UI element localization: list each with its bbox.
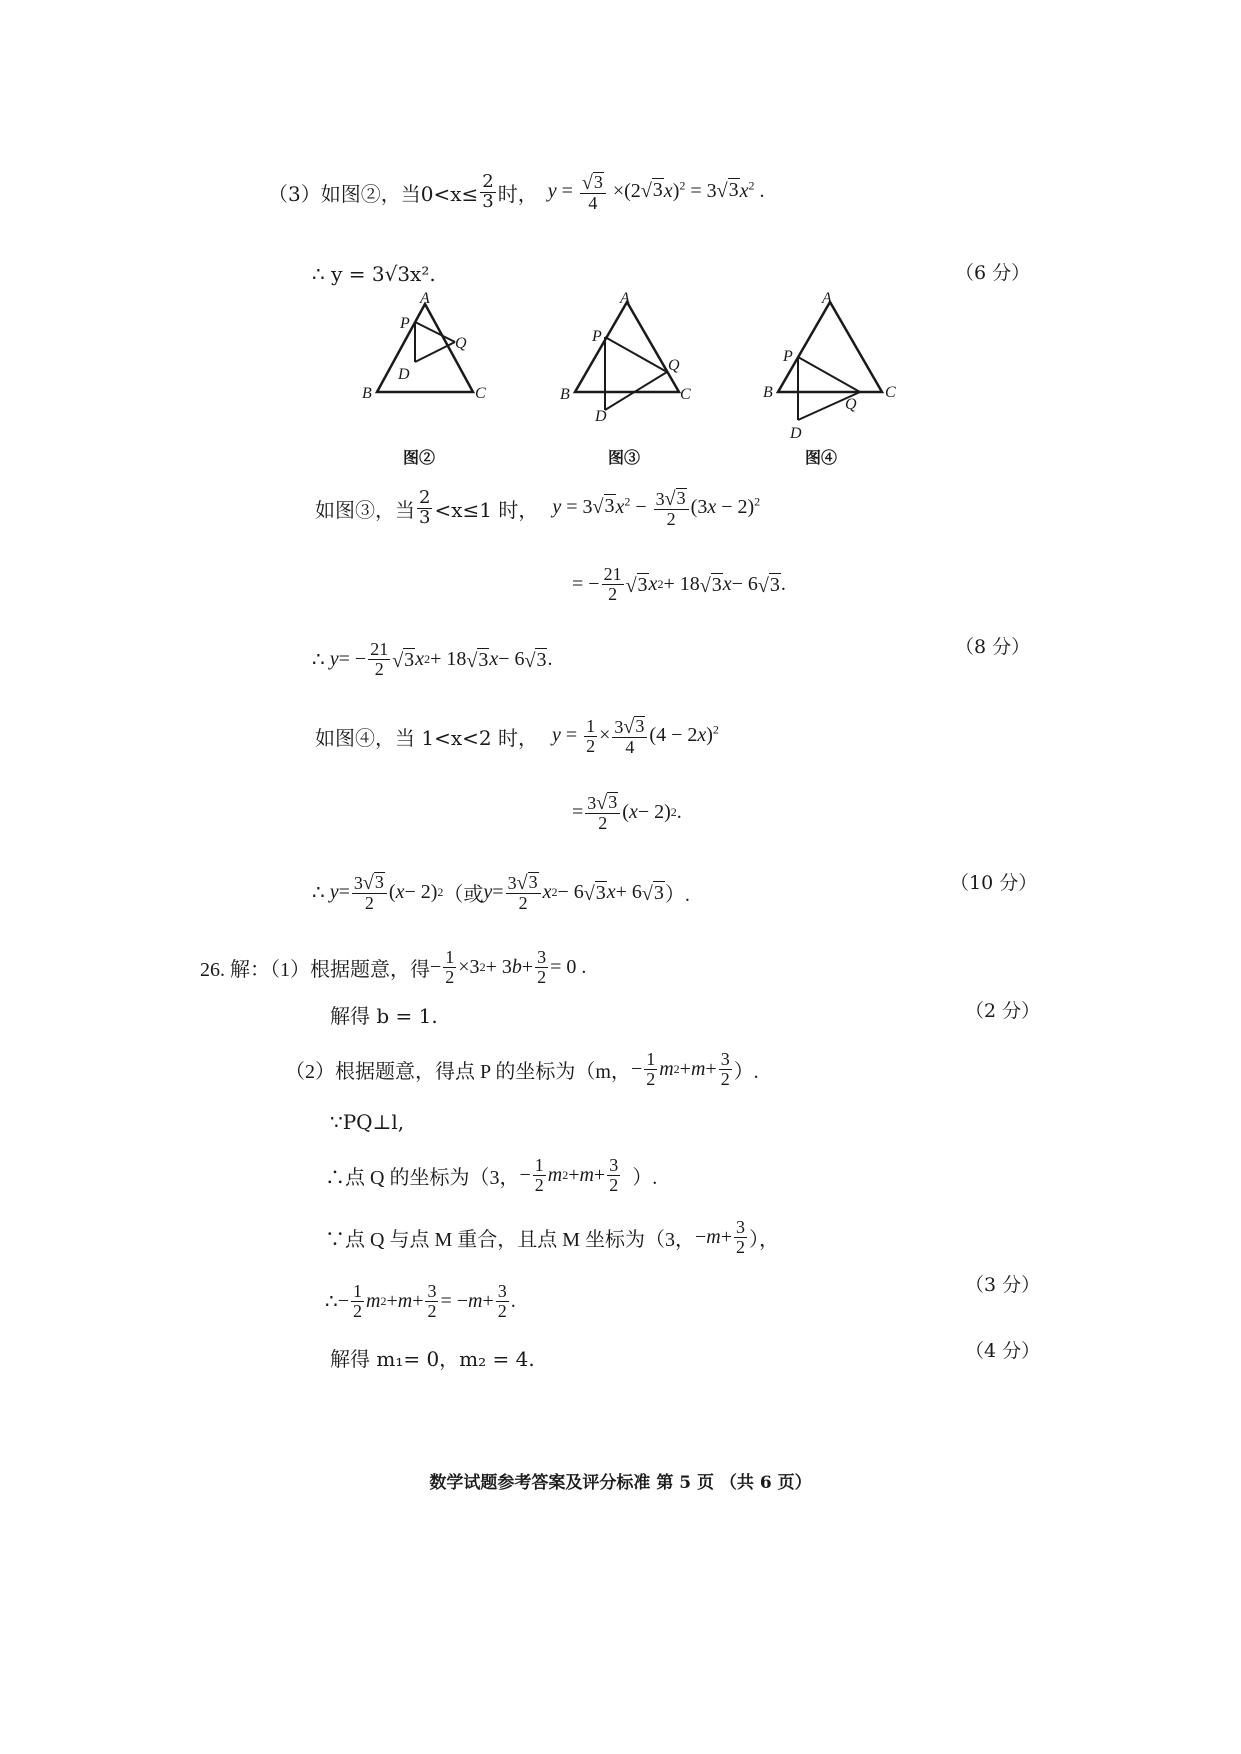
q26-solve-m: 解得 m₁= 0，m₂ = 4. (330, 1347, 535, 1371)
fig2-caption: 图② (403, 448, 436, 467)
score-2: （2 分） (965, 1000, 1041, 1022)
fig3-label-D: D (595, 408, 607, 425)
fig2-label-B: B (362, 385, 372, 402)
m-coord-line: ∵点 Q 与点 M 重合，且点 M 坐标为（3， − m + $\frac{3}{2}$ ）， (325, 1217, 780, 1257)
q26-p2-line: （2）根据题意，得点 P 的坐标为（m， − $\frac{1}{2}$ m 2 + m + $\frac{3}{2}$ ）. (285, 1049, 759, 1089)
case3-line: 如图③，当 $\frac{2}{3}$ <x≤1 时， y = 3 √ 3 $x^2$ − 3 √ 3 2 $(3x - 2)^2$ (315, 486, 761, 529)
fig3-label-C: C (680, 386, 691, 403)
q-coord-line: ∴点 Q 的坐标为（3， − $\frac{1}{2}$ m 2 + m + $\frac{3}{2}$ ）. (325, 1155, 658, 1195)
score-8: （8 分） (955, 636, 1031, 658)
fig4-label-P: P (783, 348, 793, 365)
conclusion-2: ∴ y = − $\frac{21}{2}$ √ 3 x 2 + 18 √ 3 x − 6 √ 3 . (312, 639, 553, 679)
score-4: （4 分） (965, 1340, 1041, 1362)
fig2-label-C: C (475, 385, 486, 402)
formula: y = $\frac{1}{2}$ × 3 √ 3 4 $(4 - 2x)^2$ (551, 715, 719, 757)
case4-line-2: = 3 √ 3 2 ( x − 2) 2 . (572, 791, 682, 833)
fig2-label-A: A (420, 290, 430, 307)
score-3: （3 分） (965, 1274, 1041, 1296)
fig4-label-Q: Q (845, 396, 857, 413)
fig2-label-D: D (398, 366, 410, 383)
fraction: $\frac{2}{3}$ (419, 486, 431, 528)
fig4-label-D: D (790, 425, 802, 442)
fig3-caption: 图③ (608, 448, 641, 467)
conclusion-3: ∴ y = 3 √ 3 2 ( x − 2) 2 （或 y = 3 √ 3 2 x 2 − 6 √ 3 x + 6 √ 3 ）. (312, 871, 690, 913)
part3-intro-line (268, 172, 765, 213)
fig4-label-A: A (822, 290, 832, 307)
part3-intro-tail: 时， (497, 181, 538, 206)
fig2-label-P: P (400, 315, 410, 332)
q26-line-1: 26. 解：（1）根据题意，得 − $\frac{1}{2}$ ×3 2 + 3 b + $\frac{3}{2}$ = 0 . (200, 947, 587, 987)
fig4-caption: 图④ (805, 448, 838, 467)
figure-2 (355, 292, 495, 412)
part3-intro: （3）如图②，当0<x≤ (268, 181, 479, 206)
fig3-label-Q: Q (668, 357, 680, 374)
perp-line: ∵PQ⊥l, (330, 1110, 405, 1134)
equation-line: ∴ − $\frac{1}{2}$ m 2 + m + $\frac{3}{2}$ = − m + $\frac{3}{2}$ . (325, 1281, 516, 1321)
figure-4 (760, 292, 900, 442)
case3-line-2: = − $\frac{21}{2}$ √ 3 x 2 + 18 √ 3 x − 6 √ 3 . (572, 564, 786, 604)
fig3-label-B: B (560, 386, 570, 403)
q26-solve-b: 解得 b = 1. (330, 1004, 438, 1028)
fig3-label-P: P (592, 328, 602, 345)
fraction: $\frac{2}{3}$ (482, 170, 494, 212)
score-6: （6 分） (955, 262, 1031, 284)
formula: y = 3 √ 3 $x^2$ − 3 √ 3 2 $(3x - 2)^2$ (552, 487, 761, 529)
fig4-label-B: B (763, 384, 773, 401)
case4-line: 如图④，当 1<x<2 时， y = $\frac{1}{2}$ × 3 √ 3 4 $(4 - 2x)^2$ (315, 715, 719, 757)
page-footer: 数学试题参考答案及评分标准 第 5 页 （共 6 页） (429, 1473, 812, 1493)
fig3-label-A: A (620, 290, 630, 307)
fig4-label-C: C (885, 384, 896, 401)
conclusion-1: ∴ y = 3√3x². (312, 262, 436, 286)
fig2-label-Q: Q (455, 335, 467, 352)
formula: y = √ 3 4 ×(2 √ 3 x)$^2$ = 3 √ 3 $x^2$ . (547, 171, 765, 213)
score-10: （10 分） (950, 872, 1038, 894)
